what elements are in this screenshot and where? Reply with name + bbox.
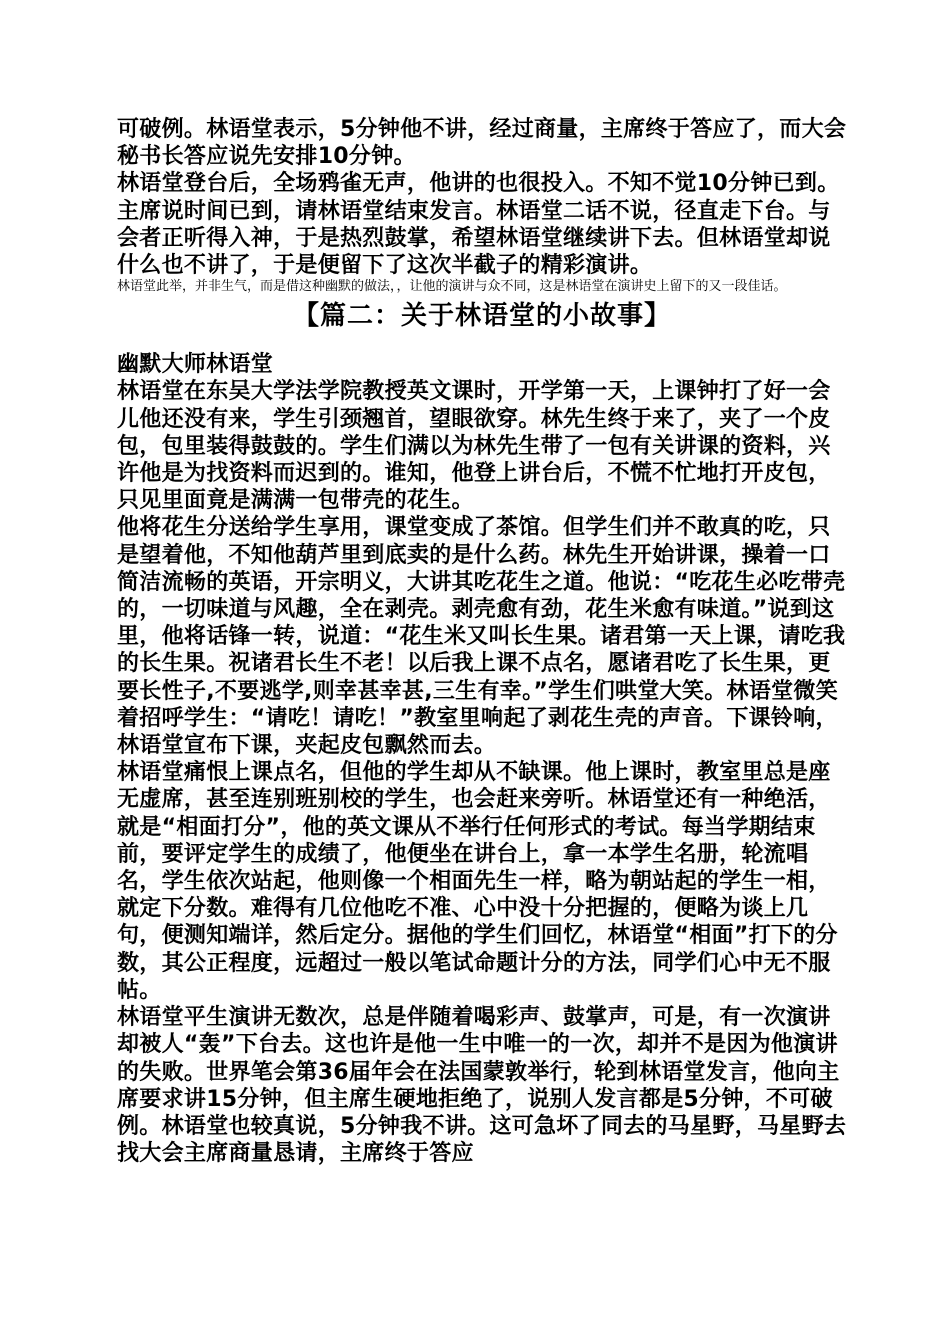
paragraph-4: 林语堂平生演讲无数次，总是伴随着喝彩声、鼓掌声，可是，有一次演讲却被人“轰”下台去。这也许是他一生中唯一的一次，却并不是因为他演讲的失败。世界笔会第36届年会在法国蒙敦举行，轮到林语堂发言，他向主席要求讲15分钟，但主席生硬地拒绝了，说别人发言都是5分钟，不可破例。林语堂也较真说，5分钟我不讲。这可急坏了同去的马星野，马星野去找大会主席商量恳请，主席终于答应 xyxy=(117,1005,847,1167)
paragraph-top-2: 林语堂登台后，全场鸦雀无声，他讲的也很投入。不知不觉10分钟已到。主席说时间已到，请林语堂结束发言。林语堂二话不说，径直走下台。与会者正听得入神，于是热烈鼓掌，希望林语堂继续讲下去。但林语堂却说什么也不讲了，于是便留下了这次半截子的精彩演讲。 xyxy=(117,171,840,279)
small-note: 林语堂此举，并非生气，而是借这种幽默的做法，，让他的演讲与众不同，这是林语堂在演讲史上留下的又一段佳话。 xyxy=(117,279,787,295)
document-body xyxy=(117,116,847,1167)
sub-heading: 幽默大师林语堂 xyxy=(117,352,274,378)
paragraph-1: 林语堂在东吴大学法学院教授英文课时，开学第一天，上课钟打了好一会儿他还没有来，学生引颈翘首，望眼欲穿。林先生终于来了，夹了一个皮包，包里装得鼓鼓的。学生们满以为林先生带了一包有关讲课的资料，兴许他是为找资料而迟到的。谁知，他登上讲台后，不慌不忙地打开皮包，只见里面竟是满满一包带壳的花生。 xyxy=(117,379,831,514)
section-heading: 【篇二：关于林语堂的小故事】 xyxy=(292,301,671,332)
paragraph-top-1: 可破例。林语堂表示，5分钟他不讲，经过商量，主席终于答应了，而大会秘书长答应说先安排10分钟。 xyxy=(117,117,847,170)
paragraph-3: 林语堂痛恨上课点名，但他的学生却从不缺课。他上课时，教室里总是座无虚席，甚至连别班别校的学生，也会赶来旁听。林语堂还有一种绝活，就是“相面打分”，他的英文课从不举行任何形式的考试。每当学期结束前，要评定学生的成绩了，他便坐在讲台上，拿一本学生名册，轮流唱名，学生依次站起，他则像一个相面先生一样，略为朝站起的学生一相，就定下分数。难得有几位他吃不准、心中没十分把握的，便略为谈上几句，便测知端详，然后定分。据他的学生们回忆，林语堂“相面”打下的分数，其公正程度，远超过一般以笔试命题计分的方法，同学们心中无不服帖。 xyxy=(117,760,838,1003)
paragraph-2: 他将花生分送给学生享用，课堂变成了茶馆。但学生们并不敢真的吃，只是望着他，不知他葫芦里到底卖的是什么药。林先生开始讲课，操着一口简洁流畅的英语，开宗明义，大讲其吃花生之道。他说：“吃花生必吃带壳的，一切味道与风趣，全在剥壳。剥壳愈有劲，花生米愈有味道。”说到这里，他将话锋一转，说道：“花生米又叫长生果。诸君第一天上课，请吃我的长生果。祝诸君长生不老！以后我上课不点名，愿诸君吃了长生果，更要长性子,不要逃学,则幸甚幸甚,三生有幸。”学生们哄堂大笑。林语堂微笑着招呼学生：“请吃！请吃！”教室里响起了剥花生壳的声音。下课铃响，林语堂宣布下课，夹起皮包飘然而去。 xyxy=(117,515,846,759)
